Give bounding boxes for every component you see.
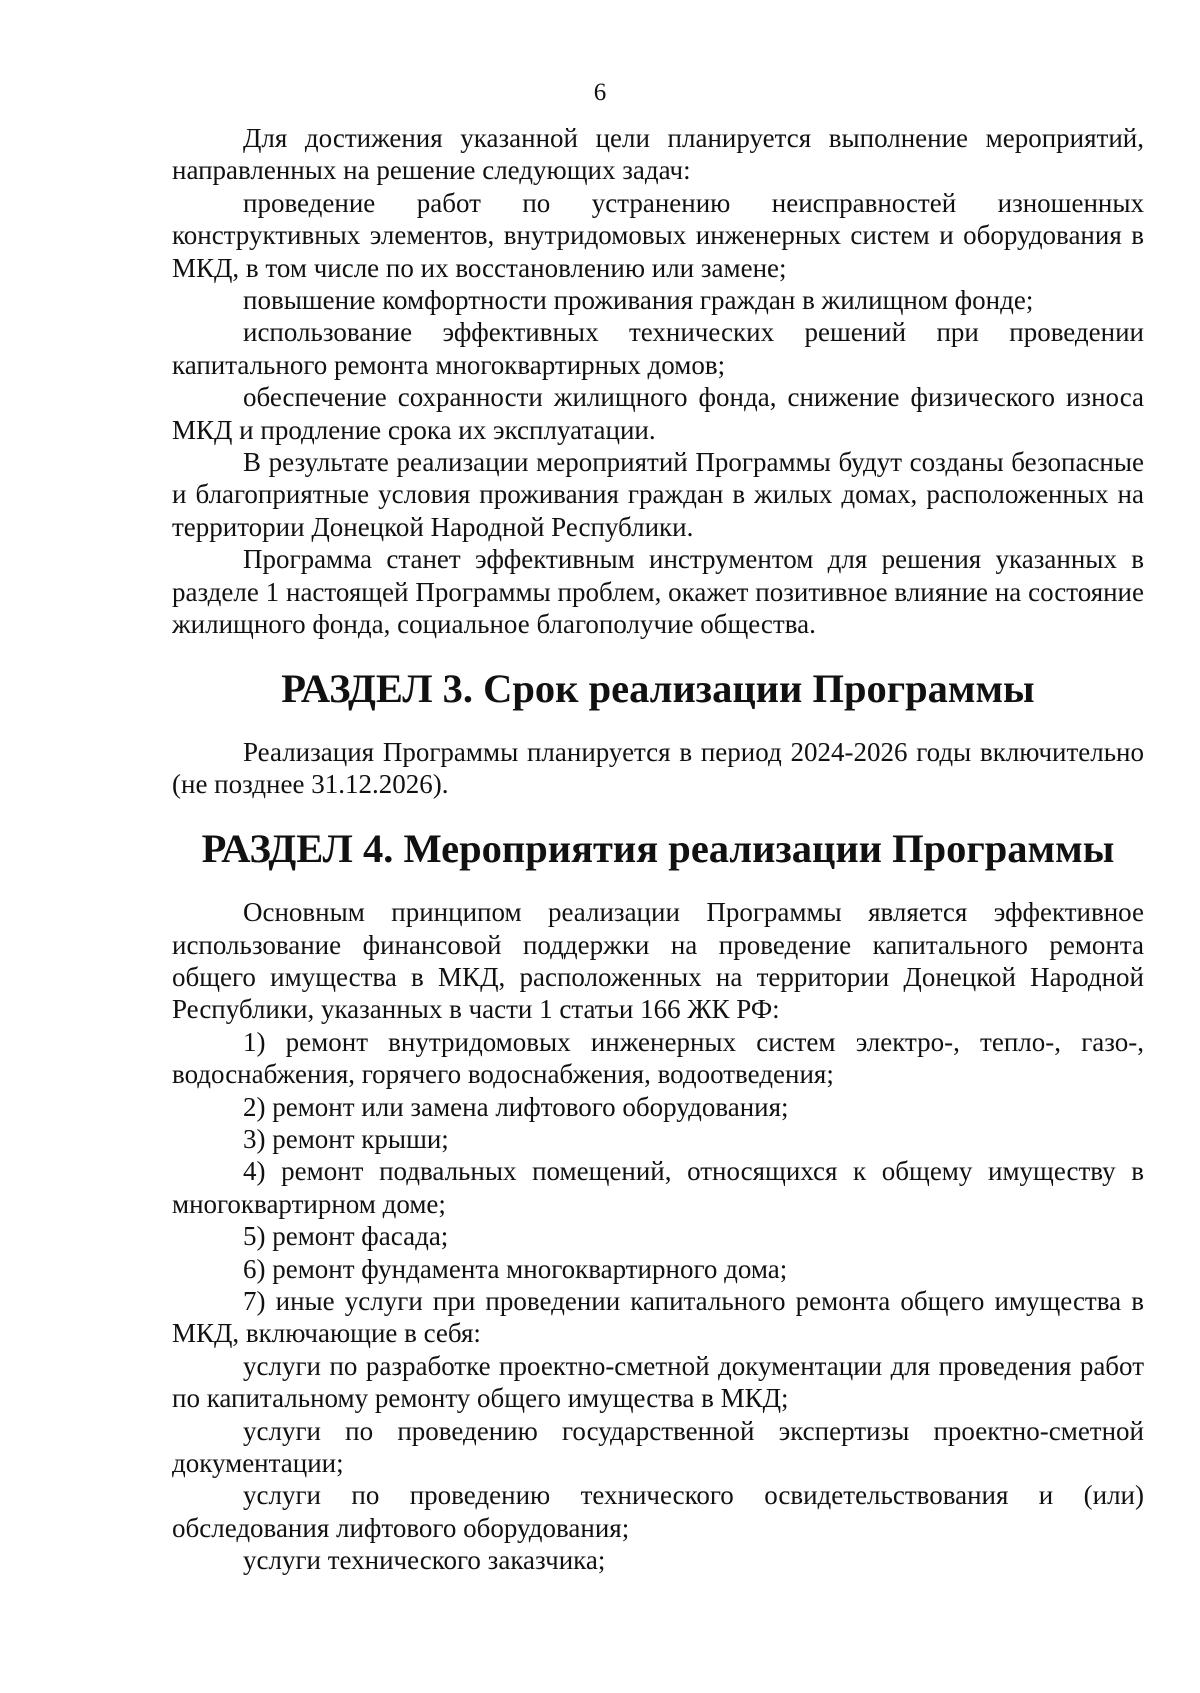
section-4-title: РАЗДЕЛ 4. Мероприятия реализации Программы [201,825,1115,871]
list-item: 2) ремонт или замена лифтового оборудования; [243,1091,789,1122]
paragraph: проведение работ по устранению неисправностей изношенных конструктивных элементов, внутридомовых инженерных систем и оборудования в МКД, в том числе по их восстановлению или замене; [172,187,1144,283]
sub-item: услуги технического заказчика; [243,1545,606,1576]
paragraph: Для достижения указанной цели планируется выполнение мероприятий, направленных на решение следующих задач: [172,123,1144,186]
paragraph: повышение комфортности проживания граждан в жилищном фонде; [243,285,1034,316]
document-body [172,122,1144,1577]
list-item: 4) ремонт подвальных помещений, относящихся к общему имуществу в многоквартирном доме; [172,1156,1144,1219]
paragraph: обеспечение сохранности жилищного фонда, снижение физического износа МКД и продление срока их эксплуатации. [172,382,1144,445]
paragraph: В результате реализации мероприятий Программы будут созданы безопасные и благоприятные условия проживания граждан в жилых домах, расположенных на территории Донецкой Народной Республики. [172,447,1144,542]
paragraph: Основным принципом реализации Программы является эффективное использование финансовой поддержки на проведение капитального ремонта общего имущества в МКД, расположенных на территории Донецкой Народной Республики, указанных в части 1 статьи 166 ЖК РФ: [172,897,1144,1025]
list-item: 7) иные услуги при проведении капитального ремонта общего имущества в МКД, включающие в себя: [172,1286,1144,1349]
section-3-title: РАЗДЕЛ 3. Срок реализации Программы [281,665,1035,711]
list-item: 1) ремонт внутридомовых инженерных систем электро-, тепло-, газо-, водоснабжения, горячего водоснабжения, водоотведения; [172,1026,1144,1090]
paragraph: Программа станет эффективным инструментом для решения указанных в разделе 1 настоящей Программы проблем, окажет позитивное влияние на состояние жилищного фонда, социальное благополучие общества. [172,544,1144,640]
sub-item: услуги по разработке проектно-сметной документации для проведения работ по капитальному ремонту общего имущества в МКД; [172,1350,1144,1414]
sub-item: услуги по проведению технического освидетельствования и (или) обследования лифтового оборудования; [172,1480,1144,1543]
page-number: 6 [593,79,607,106]
list-item: 6) ремонт фундамента многоквартирного дома; [243,1253,788,1284]
sub-item: услуги по проведению государственной экспертизы проектно-сметной документации; [172,1415,1144,1479]
list-item: 5) ремонт фасада; [243,1221,449,1252]
paragraph: использование эффективных технических решений при проведении капитального ремонта многоквартирных домов; [172,317,1144,380]
paragraph: Реализация Программы планируется в период 2024-2026 годы включительно (не позднее 31.12.2026). [172,736,1144,800]
list-item: 3) ремонт крыши; [243,1123,449,1154]
